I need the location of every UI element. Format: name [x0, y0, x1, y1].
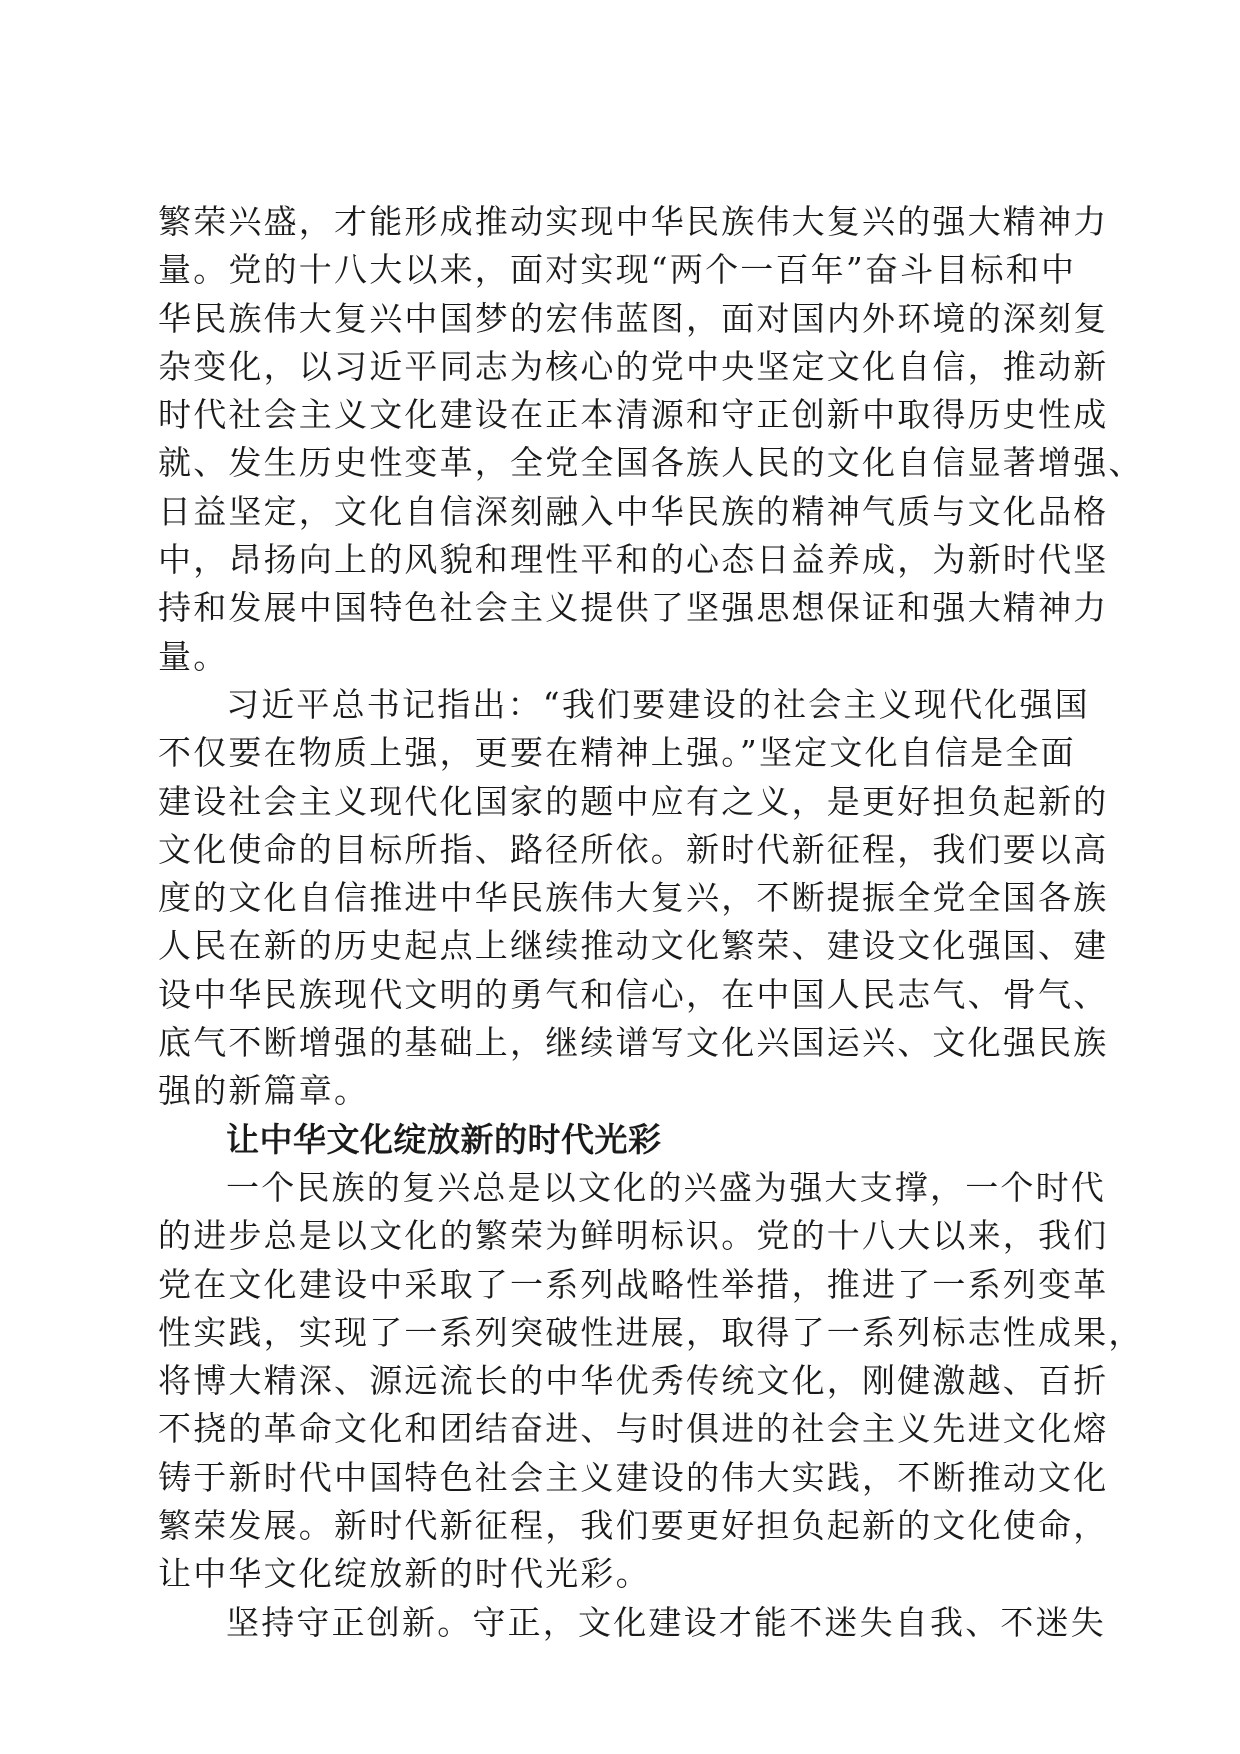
body-text-line: 设中华民族现代文明的勇气和信心，在中国人民志气、骨气、 [158, 974, 1109, 1014]
body-text-line: 华民族伟大复兴中国梦的宏伟蓝图，面对国内外环境的深刻复 [158, 298, 1109, 338]
body-text-line: 底气不断增强的基础上，继续谱写文化兴国运兴、文化强民族 [158, 1023, 1109, 1063]
body-text-line: 繁荣发展。新时代新征程，我们要更好担负起新的文化使命， [158, 1506, 1109, 1546]
paragraph-first-line: 一个民族的复兴总是以文化的兴盛为强大支撑，一个时代 [226, 1167, 1106, 1207]
body-text-line: 人民在新的历史起点上继续推动文化繁荣、建设文化强国、建 [158, 926, 1109, 966]
body-text-line: 时代社会主义文化建设在正本清源和守正创新中取得历史性成 [158, 395, 1109, 435]
body-text-line: 不挠的革命文化和团结奋进、与时俱进的社会主义先进文化熔 [158, 1409, 1109, 1449]
body-text-line: 量。 [158, 636, 229, 676]
body-text-line: 让中华文化绽放新的时代光彩。 [158, 1554, 651, 1594]
paragraph-first-line: 坚持守正创新。守正，文化建设才能不迷失自我、不迷失 [226, 1602, 1106, 1642]
body-text-line: 杂变化，以习近平同志为核心的党中央坚定文化自信，推动新 [158, 346, 1109, 386]
body-text-line: 性实践，实现了一系列突破性进展，取得了一系列标志性成果， [158, 1312, 1144, 1352]
body-text-line: 铸于新时代中国特色社会主义建设的伟大实践，不断推动文化 [158, 1457, 1109, 1497]
body-text-line: 就、发生历史性变革，全党全国各族人民的文化自信显著增强、 [158, 443, 1144, 483]
body-text-line: 文化使命的目标所指、路径所依。新时代新征程，我们要以高 [158, 829, 1109, 869]
section-heading: 让中华文化绽放新的时代光彩 [226, 1119, 662, 1159]
paragraph-first-line: 习近平总书记指出：“我们要建设的社会主义现代化强国 [226, 684, 1090, 724]
body-text-line: 不仅要在物质上强，更要在精神上强。”坚定文化自信是全面 [158, 733, 1076, 773]
body-text-line: 持和发展中国特色社会主义提供了坚强思想保证和强大精神力 [158, 588, 1109, 628]
document-body [158, 198, 1144, 1647]
body-text-line: 的进步总是以文化的繁荣为鲜明标识。党的十八大以来，我们 [158, 1216, 1109, 1256]
body-text-line: 繁荣兴盛，才能形成推动实现中华民族伟大复兴的强大精神力 [158, 202, 1109, 241]
body-text-line: 将博大精深、源远流长的中华优秀传统文化，刚健激越、百折 [158, 1361, 1109, 1401]
body-text-line: 量。党的十八大以来，面对实现“两个一百年”奋斗目标和中 [158, 250, 1077, 290]
body-text-line: 党在文化建设中采取了一系列战略性举措，推进了一系列变革 [158, 1264, 1109, 1304]
body-text-line: 建设社会主义现代化国家的题中应有之义，是更好担负起新的 [158, 781, 1109, 821]
body-text-line: 度的文化自信推进中华民族伟大复兴，不断提振全党全国各族 [158, 878, 1109, 918]
body-text-line: 日益坚定，文化自信深刻融入中华民族的精神气质与文化品格 [158, 491, 1109, 531]
body-text-line: 中，昂扬向上的风貌和理性平和的心态日益养成，为新时代坚 [158, 540, 1109, 580]
body-text-line: 强的新篇章。 [158, 1071, 370, 1111]
